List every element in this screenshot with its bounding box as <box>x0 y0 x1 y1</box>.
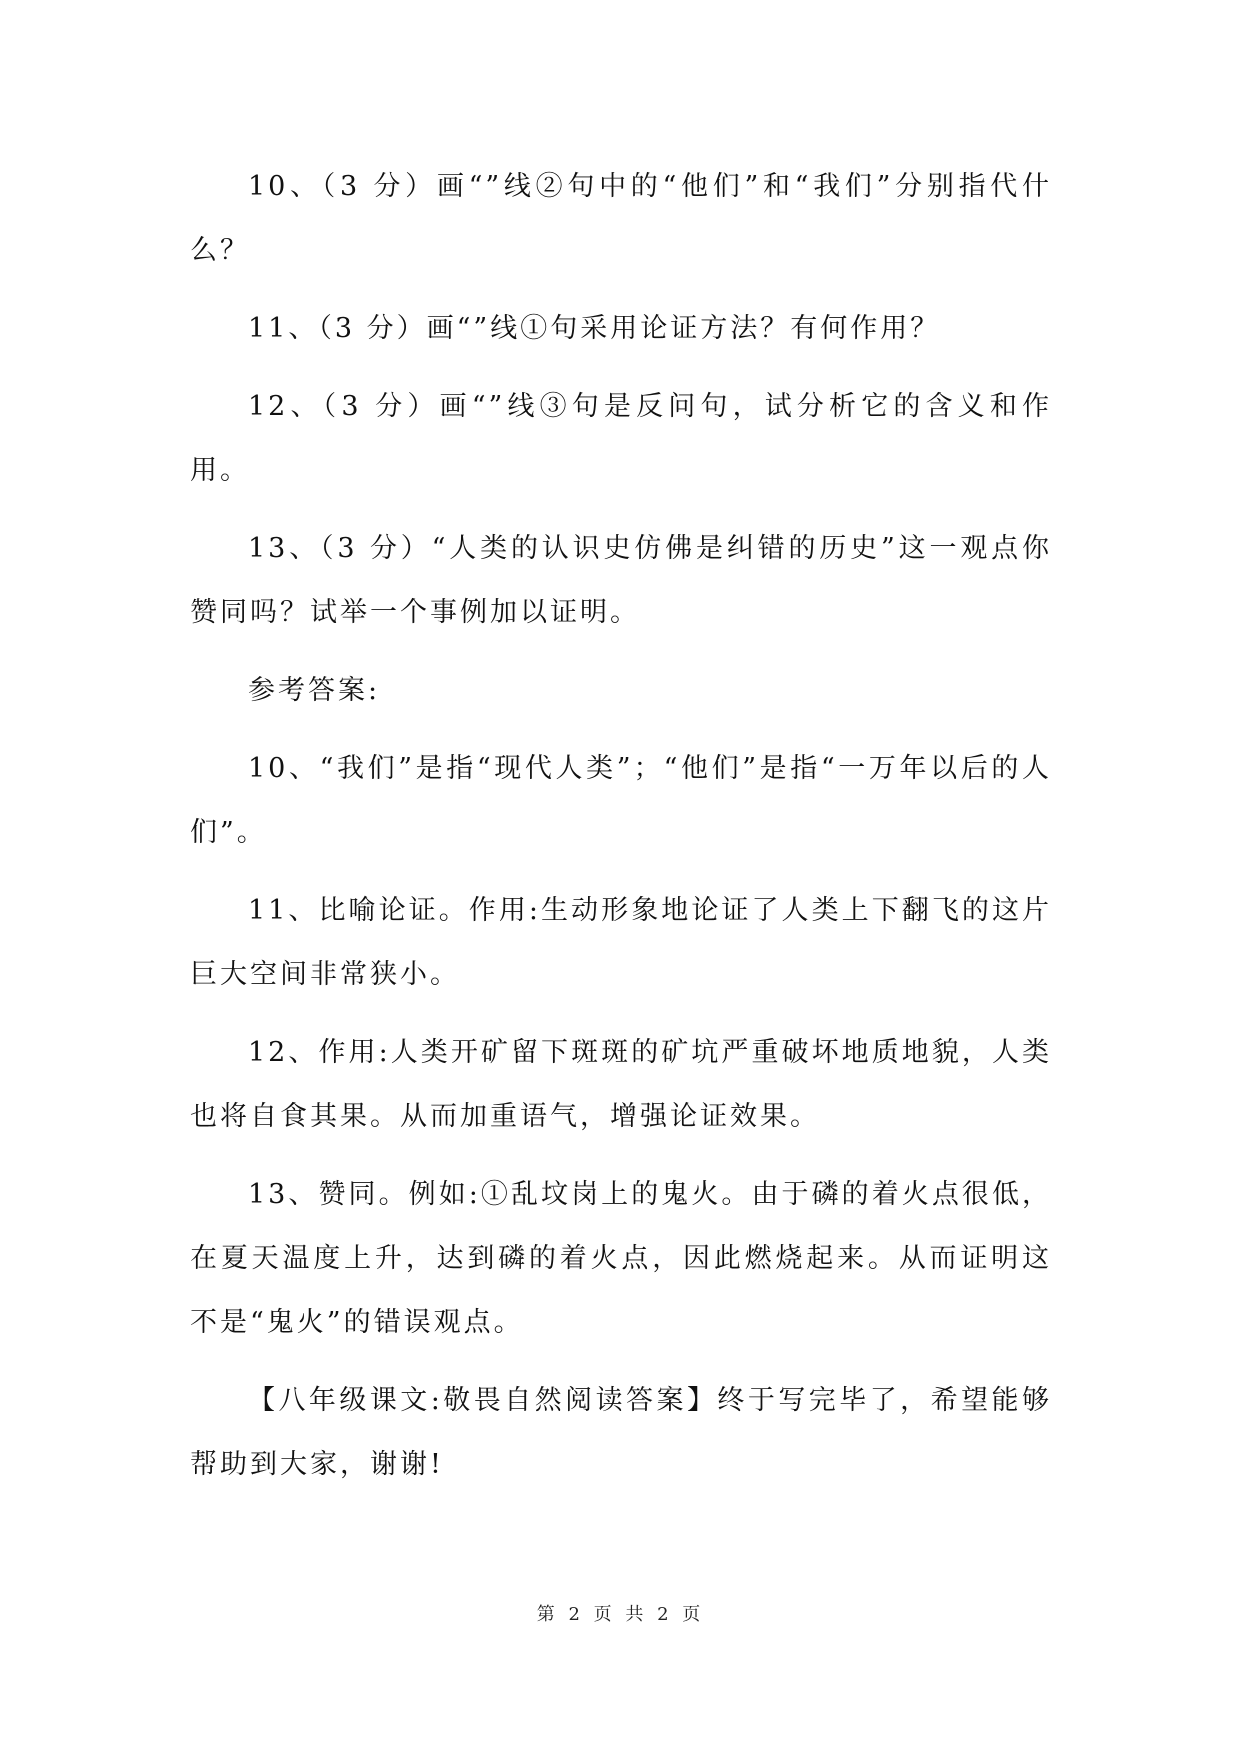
answer-10: 10、“我们”是指“现代人类”；“他们”是指“一万年以后的人们”。 <box>190 753 1052 848</box>
question-11: 11、（3 分）画“”线①句采用论证方法？有何作用？ <box>248 313 941 344</box>
answers-heading: 参考答案: <box>248 675 381 706</box>
answer-13: 13、赞同。例如:①乱坟岗上的鬼火。由于磷的着火点很低，在夏天温度上升，达到磷的着火点，因此燃烧起来。从而证明这不是“鬼火”的错误观点。 <box>190 1179 1052 1338</box>
question-13: 13、（3 分）“人类的认识史仿佛是纠错的历史”这一观点你赞同吗？试举一个事例加以证明。 <box>190 533 1052 628</box>
document-body <box>190 155 1052 1511</box>
question-10: 10、（3 分）画“”线②句中的“他们”和“我们”分别指代什么？ <box>190 171 1052 266</box>
closing-paragraph: 【八年级课文:敬畏自然阅读答案】终于写完毕了，希望能够帮助到大家，谢谢! <box>190 1385 1052 1480</box>
answer-11: 11、比喻论证。作用:生动形象地论证了人类上下翻飞的这片巨大空间非常狭小。 <box>190 895 1052 990</box>
answer-12: 12、作用:人类开矿留下斑斑的矿坑严重破坏地质地貌，人类也将自食其果。从而加重语气，增强论证效果。 <box>190 1037 1052 1132</box>
page-number-footer: 第 2 页 共 2 页 <box>536 1604 705 1625</box>
question-12: 12、（3 分）画“”线③句是反问句，试分析它的含义和作用。 <box>190 391 1052 486</box>
